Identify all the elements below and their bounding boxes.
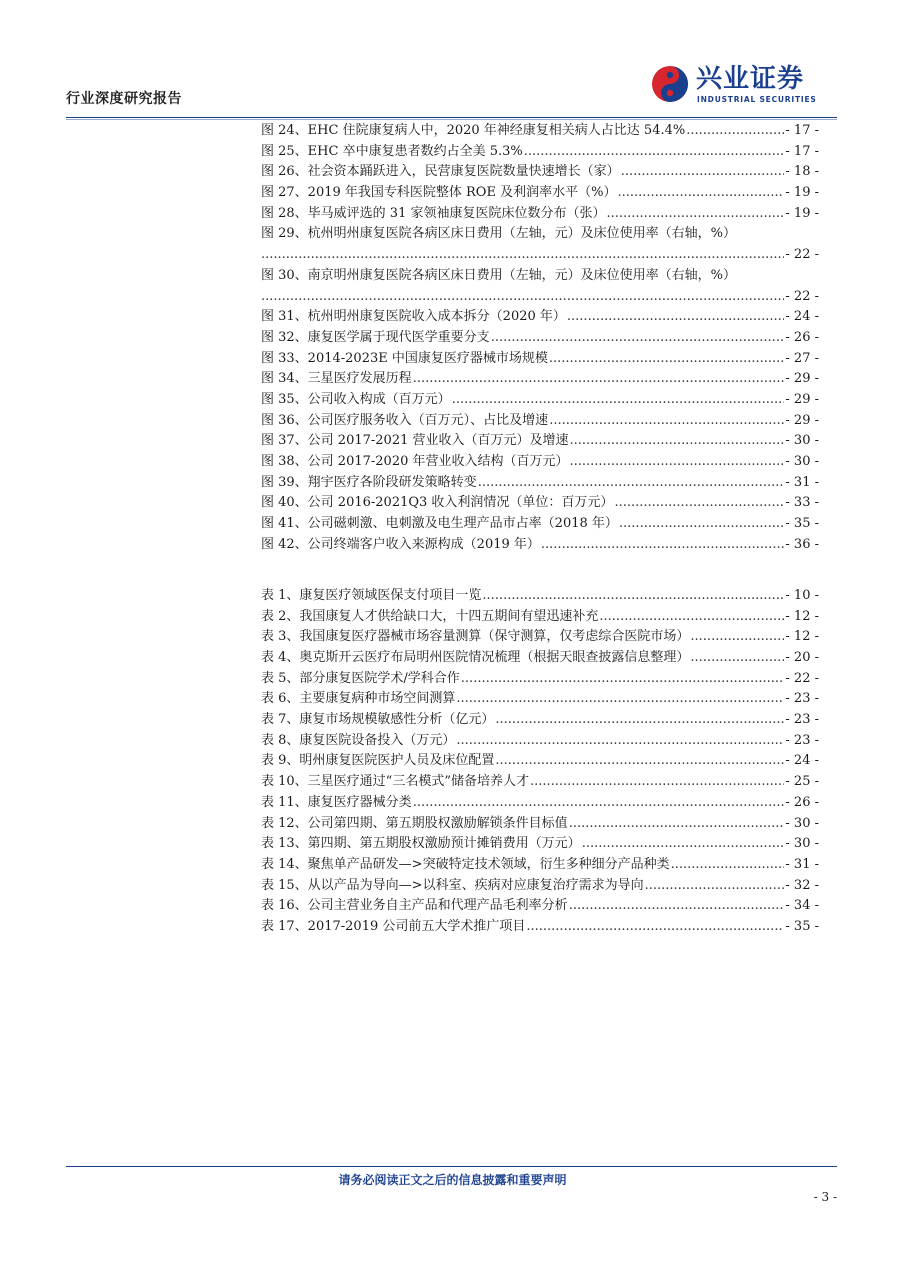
figure-entry[interactable]: [261, 369, 819, 390]
dot-leader: [614, 493, 784, 514]
entry-page: - 29 -: [785, 371, 819, 387]
entry-label: 图 38、公司 2017-2020 年营业收入结构（百万元）: [261, 454, 569, 470]
dot-leader: [582, 834, 785, 855]
footer-divider: [66, 1166, 837, 1167]
entry-label: 表 3、我国康复医疗器械市场容量测算（保守测算，仅考虑综合医院市场）: [261, 629, 690, 645]
table-entry[interactable]: [261, 586, 819, 607]
entry-label: 图 37、公司 2017-2021 营业收入（百万元）及增速: [261, 433, 569, 449]
table-entry[interactable]: [261, 731, 819, 752]
table-list: [261, 586, 819, 938]
entry-page: - 29 -: [785, 412, 819, 428]
figure-entry[interactable]: [261, 411, 819, 432]
entry-label: 图 31、杭州明州康复医院收入成本拆分（2020 年）: [261, 309, 566, 325]
entry-page: - 10 -: [785, 587, 819, 603]
entry-page: - 36 -: [785, 536, 819, 552]
entry-label: 图 29、杭州明州康复医院各病区床日费用（左轴，元）及床位使用率（右轴，%）: [261, 226, 737, 242]
entry-label: 图 34、三星医疗发展历程: [261, 371, 412, 387]
figure-entry[interactable]: [261, 121, 819, 142]
entry-label: 图 40、公司 2016-2021Q3 收入利润情况（单位：百万元）: [261, 495, 614, 511]
dot-leader: [686, 121, 784, 142]
entry-label: 表 1、康复医疗领域医保支付项目一览: [261, 587, 482, 603]
entry-page: - 26 -: [785, 329, 819, 345]
entry-label: 图 30、南京明州康复医院各病区床日费用（左轴，元）及床位使用率（右轴，%）: [261, 267, 737, 283]
entry-label: 图 26、社会资本踊跃进入，民营康复医院数量快速增长（家）: [261, 164, 620, 180]
entry-label: 表 8、康复医院设备投入（万元）: [261, 732, 456, 748]
entry-page: - 35 -: [785, 516, 819, 532]
header-divider-thin: [66, 119, 837, 120]
entry-page: - 31 -: [785, 474, 819, 490]
entry-label: 图 28、毕马威评选的 31 家领袖康复医院床位数分布（张）: [261, 205, 606, 221]
report-type-label: 行业深度研究报告: [66, 91, 182, 107]
table-entry[interactable]: [261, 710, 819, 731]
entry-label: 图 41、公司磁刺激、电刺激及电生理产品市占率（2018 年）: [261, 516, 618, 532]
dot-leader: [690, 648, 784, 669]
entry-page: - 18 -: [785, 164, 819, 180]
dot-leader: [690, 627, 784, 648]
entry-label: 表 10、三星医疗通过“三名模式”储备培养人才: [261, 774, 529, 790]
entry-label: 表 15、从以产品为导向—>以科室、疾病对应康复治疗需求为导向: [261, 877, 644, 893]
entry-page: - 17 -: [785, 143, 819, 159]
entry-label: 图 27、2019 年我国专科医院整体 ROE 及利润率水平（%）: [261, 185, 617, 201]
entry-label: 图 32、康复医学属于现代医学重要分支: [261, 329, 490, 345]
dot-leader: [549, 349, 785, 370]
dot-leader: [530, 772, 784, 793]
figure-entry[interactable]: [261, 514, 819, 535]
entry-page: - 23 -: [785, 691, 819, 707]
table-entry[interactable]: [261, 896, 819, 917]
entry-page: - 12 -: [785, 608, 819, 624]
table-entry[interactable]: [261, 814, 819, 835]
dot-leader: [495, 751, 784, 772]
dot-leader: [261, 287, 784, 308]
entry-page: - 35 -: [785, 918, 819, 934]
dot-leader: [413, 793, 785, 814]
table-entry[interactable]: [261, 752, 819, 773]
table-entry[interactable]: [261, 669, 819, 690]
dot-leader: [569, 896, 785, 917]
dot-leader: [526, 917, 784, 938]
table-entry[interactable]: [261, 876, 819, 897]
dot-leader: [524, 142, 785, 163]
entry-label: 图 36、公司医疗服务收入（百万元）、占比及增速: [261, 412, 549, 428]
entry-label: 图 24、EHC 住院康复病人中，2020 年神经康复相关病人占比达 54.4%: [261, 122, 686, 138]
figure-entry[interactable]: [261, 328, 819, 349]
entry-page: - 22 -: [785, 288, 819, 304]
dot-leader: [495, 710, 784, 731]
entry-page: - 12 -: [785, 629, 819, 645]
dot-leader: [567, 307, 785, 328]
entry-page: - 25 -: [785, 774, 819, 790]
figure-entry[interactable]: [261, 452, 819, 473]
dot-leader: [549, 411, 784, 432]
entry-page: - 24 -: [785, 753, 819, 769]
entry-page: - 23 -: [785, 732, 819, 748]
dot-leader: [645, 876, 785, 897]
entry-page: - 32 -: [785, 877, 819, 893]
table-entry[interactable]: [261, 834, 819, 855]
entry-page: - 33 -: [785, 495, 819, 511]
entry-page: - 26 -: [785, 794, 819, 810]
logo-chinese-name: 兴业证券: [696, 64, 805, 94]
figure-entry[interactable]: [261, 224, 819, 265]
figure-entry[interactable]: [261, 349, 819, 370]
entry-label: 表 2、我国康复人才供给缺口大，十四五期间有望迅速补充: [261, 608, 599, 624]
entry-label: 表 16、公司主营业务自主产品和代理产品毛利率分析: [261, 898, 568, 914]
company-logo: [650, 62, 840, 110]
dot-leader: [619, 514, 785, 535]
dot-leader: [570, 452, 785, 473]
entry-page: - 24 -: [785, 309, 819, 325]
figure-entry[interactable]: [261, 204, 819, 225]
table-entry[interactable]: [261, 793, 819, 814]
dot-leader: [621, 162, 785, 183]
figure-entry[interactable]: [261, 307, 819, 328]
dot-leader: [491, 328, 785, 349]
entry-label: 表 12、公司第四期、第五期股权激励解锁条件目标值: [261, 815, 568, 831]
dot-leader: [456, 689, 784, 710]
entry-label: 图 35、公司收入构成（百万元）: [261, 391, 451, 407]
dot-leader: [452, 390, 785, 411]
figure-entry[interactable]: [261, 183, 819, 204]
entry-label: 表 7、康复市场规模敏感性分析（亿元）: [261, 712, 495, 728]
entry-page: - 30 -: [785, 454, 819, 470]
entry-label: 表 4、奥克斯开云医疗布局明州医院情况梳理（根据天眼查披露信息整理）: [261, 650, 690, 666]
figure-entry[interactable]: [261, 162, 819, 183]
entry-label: 表 14、聚焦单产品研发—>突破特定技术领域，衍生多种细分产品种类: [261, 856, 670, 872]
dot-leader: [478, 473, 785, 494]
entry-page: - 30 -: [785, 815, 819, 831]
entry-label: 表 13、第四期、第五期股权激励预计摊销费用（万元）: [261, 836, 581, 852]
entry-page: - 29 -: [785, 391, 819, 407]
figure-entry[interactable]: [261, 473, 819, 494]
dot-leader: [413, 369, 785, 390]
entry-page: - 19 -: [785, 185, 819, 201]
table-entry[interactable]: [261, 627, 819, 648]
table-entry[interactable]: [261, 917, 819, 938]
table-entry[interactable]: [261, 855, 819, 876]
logo-mark-icon: [650, 64, 690, 104]
entry-label: 图 25、EHC 卒中康复患者数约占全美 5.3%: [261, 143, 523, 159]
entry-page: - 27 -: [785, 350, 819, 366]
entry-label: 图 33、2014-2023E 中国康复医疗器械市场规模: [261, 350, 548, 366]
dot-leader: [671, 855, 785, 876]
figure-entry[interactable]: [261, 493, 819, 514]
entry-label: 表 11、康复医疗器械分类: [261, 794, 412, 810]
dot-leader: [617, 183, 784, 204]
entry-label: 表 9、明州康复医院医护人员及床位配置: [261, 753, 495, 769]
entry-label: 图 42、公司终端客户收入来源构成（2019 年）: [261, 536, 540, 552]
dot-leader: [261, 245, 784, 266]
entry-page: - 22 -: [785, 247, 819, 263]
entry-page: - 23 -: [785, 712, 819, 728]
figure-list: [261, 121, 819, 555]
table-entry[interactable]: [261, 689, 819, 710]
dot-leader: [461, 669, 785, 690]
table-entry[interactable]: [261, 607, 819, 628]
page-number: - 3 -: [813, 1190, 837, 1204]
entry-label: 表 5、部分康复医院学术/学科合作: [261, 670, 460, 686]
dot-leader: [570, 431, 785, 452]
entry-page: - 30 -: [785, 836, 819, 852]
entry-label: 图 39、翔宇医疗各阶段研发策略转变: [261, 474, 477, 490]
table-entry[interactable]: [261, 772, 819, 793]
dot-leader: [599, 607, 784, 628]
entry-page: - 20 -: [785, 650, 819, 666]
entry-page: - 34 -: [785, 898, 819, 914]
dot-leader: [456, 731, 784, 752]
dot-leader: [541, 535, 785, 556]
table-entry[interactable]: [261, 648, 819, 669]
disclosure-notice: 请务必阅读正文之后的信息披露和重要声明: [338, 1173, 567, 1187]
header-divider: [66, 117, 837, 118]
dot-leader: [606, 204, 784, 225]
entry-page: - 19 -: [785, 205, 819, 221]
logo-english-name: INDUSTRIAL SECURITIES: [697, 95, 817, 104]
dot-leader: [482, 586, 784, 607]
entry-page: - 17 -: [785, 122, 819, 138]
figure-entry[interactable]: [261, 535, 819, 556]
figure-entry[interactable]: [261, 390, 819, 411]
dot-leader: [569, 814, 785, 835]
entry-label: 表 6、主要康复病种市场空间测算: [261, 691, 456, 707]
entry-page: - 30 -: [785, 433, 819, 449]
entry-label: 表 17、2017-2019 公司前五大学术推广项目: [261, 918, 526, 934]
figure-entry[interactable]: [261, 142, 819, 163]
figure-entry[interactable]: [261, 266, 819, 307]
figure-entry[interactable]: [261, 431, 819, 452]
entry-page: - 31 -: [785, 856, 819, 872]
entry-page: - 22 -: [785, 670, 819, 686]
